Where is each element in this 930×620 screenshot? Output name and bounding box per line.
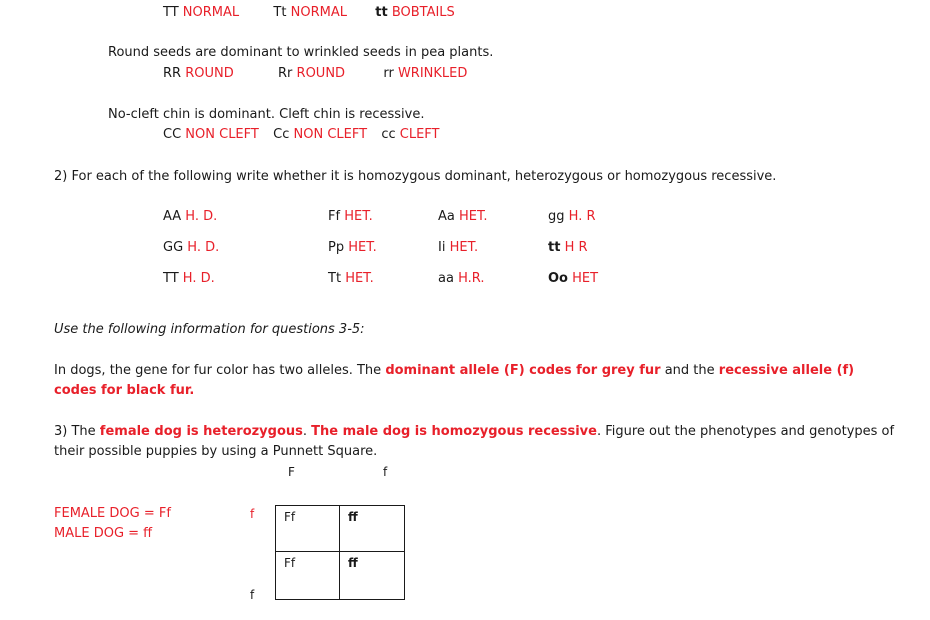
phenotype: CLEFT — [399, 127, 440, 142]
chin-row — [163, 127, 440, 143]
genotype: rr — [383, 66, 394, 81]
punnett-square — [275, 505, 405, 600]
q2-item: aa H.R. — [438, 271, 485, 286]
q2-item: Aa HET. — [438, 209, 488, 224]
phenotype: BOBTAILS — [391, 5, 455, 20]
genotype: cc — [381, 127, 396, 142]
question-3-line2: their possible puppies by using a Punnett Square. — [54, 444, 378, 459]
q2-item: GG H. D. — [163, 240, 220, 255]
phenotype: NORMAL — [290, 5, 347, 20]
q2-item: Ii HET. — [438, 240, 479, 255]
q2-item: Ff HET. — [328, 209, 373, 224]
punnett-cell: Ff — [276, 506, 340, 552]
genotype-tt-dom: TT — [163, 5, 179, 20]
female-dog-answer: FEMALE DOG = Ff — [54, 506, 171, 521]
punnett-top-allele: F — [288, 465, 295, 479]
phenotype: NON CLEFT — [185, 127, 259, 142]
phenotype: ROUND — [185, 66, 234, 81]
q2-item: gg H. R — [548, 209, 596, 224]
male-dog-answer: MALE DOG = ff — [54, 526, 153, 541]
genotype: RR — [163, 66, 182, 81]
dogs-paragraph-line1: In dogs, the gene for fur color has two alleles. The dominant allele (F) codes for grey fur and the recessive allele (f) — [54, 363, 855, 378]
genotype-tt-rec: tt — [375, 5, 388, 20]
question-2: 2) For each of the following write whether it is homozygous dominant, heterozygous or homozygous recessive. — [54, 169, 777, 184]
genotype-tt-het: Tt — [273, 5, 287, 20]
q2-item: TT H. D. — [163, 271, 215, 286]
seeds-row — [163, 66, 467, 82]
punnett-left-allele: f — [250, 588, 255, 602]
phenotype: ROUND — [296, 66, 346, 81]
punnett-cell: ff — [340, 506, 404, 552]
q2-item: AA H. D. — [163, 209, 218, 224]
phenotype: NORMAL — [182, 5, 240, 20]
dogs-paragraph-line2: codes for black fur. — [54, 383, 195, 398]
phenotype: NON CLEFT — [293, 127, 368, 142]
phenotype: WRINKLED — [397, 66, 468, 81]
genotype: Rr — [278, 66, 293, 81]
genotype: Cc — [273, 127, 290, 142]
tail-row — [163, 5, 455, 21]
punnett-top-allele: f — [383, 465, 388, 479]
info-heading: Use the following information for questions 3-5: — [54, 322, 365, 337]
chin-sentence: No-cleft chin is dominant. Cleft chin is recessive. — [108, 107, 425, 122]
q2-item: Pp HET. — [328, 240, 377, 255]
q2-item: Oo HET — [548, 271, 599, 286]
punnett-cell: ff — [348, 556, 358, 570]
seeds-sentence: Round seeds are dominant to wrinkled seeds in pea plants. — [108, 45, 494, 60]
punnett-left-allele: f — [250, 507, 255, 521]
q2-item: tt H R — [548, 240, 588, 255]
q2-item: Tt HET. — [328, 271, 374, 286]
question-3-line1: 3) The female dog is heterozygous. The male dog is homozygous recessive. Figure out the phenotypes and genotypes of — [54, 424, 895, 439]
genotype: CC — [163, 127, 182, 142]
punnett-cell: Ff — [276, 552, 340, 599]
